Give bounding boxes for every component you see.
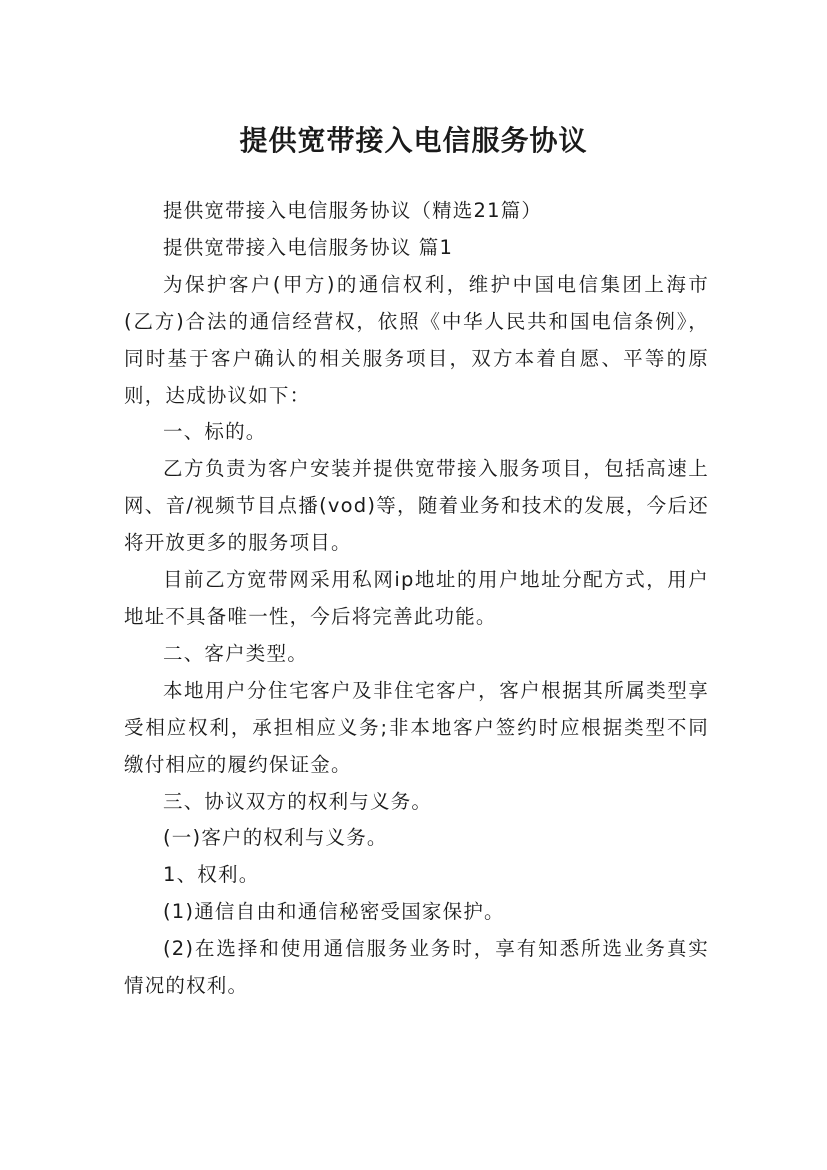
paragraph: (1)通信自由和通信秘密受国家保护。 (163, 900, 505, 924)
document-title: 提供宽带接入电信服务协议 (239, 123, 588, 157)
paragraph-heading: 1、权利。 (163, 863, 260, 887)
paragraph: 本地用户分住宅客户及非住宅客户，客户根据其所属类型享受相应权利，承担相应义务;非本地客户签约时应根据类型不同缴付相应的履约保证金。 (124, 678, 709, 776)
paragraph: 为保护客户(甲方)的通信权利，维护中国电信集团上海市 (乙方)合法的通信经营权，依照《中华人民共和国电信条例》，同时基于客户确认的相关服务项目，双方本着自愿、平等的原则，达成协议如下： (124, 272, 709, 407)
paragraph-section-heading: 提供宽带接入电信服务协议 篇1 (163, 235, 454, 259)
paragraph-heading: 二、客户类型。 (163, 641, 308, 665)
document-body (124, 193, 709, 1005)
paragraph-subtitle: 提供宽带接入电信服务协议（精选21篇） (163, 199, 543, 222)
paragraph: 目前乙方宽带网采用私网ip地址的用户地址分配方式，用户地址不具备唯一性，今后将完善此功能。 (124, 568, 709, 628)
paragraph-heading: (一)客户的权利与义务。 (163, 826, 388, 850)
paragraph: (2)在选择和使用通信服务业务时，享有知悉所选业务真实情况的权利。 (124, 937, 709, 998)
paragraph-heading: 一、标的。 (163, 420, 267, 444)
paragraph: 乙方负责为客户安装并提供宽带接入服务项目，包括高速上网、音/视频节目点播(vod)等，随着业务和技术的发展，今后还将开放更多的服务项目。 (124, 457, 709, 555)
paragraph-heading: 三、协议双方的权利与义务。 (163, 789, 433, 813)
